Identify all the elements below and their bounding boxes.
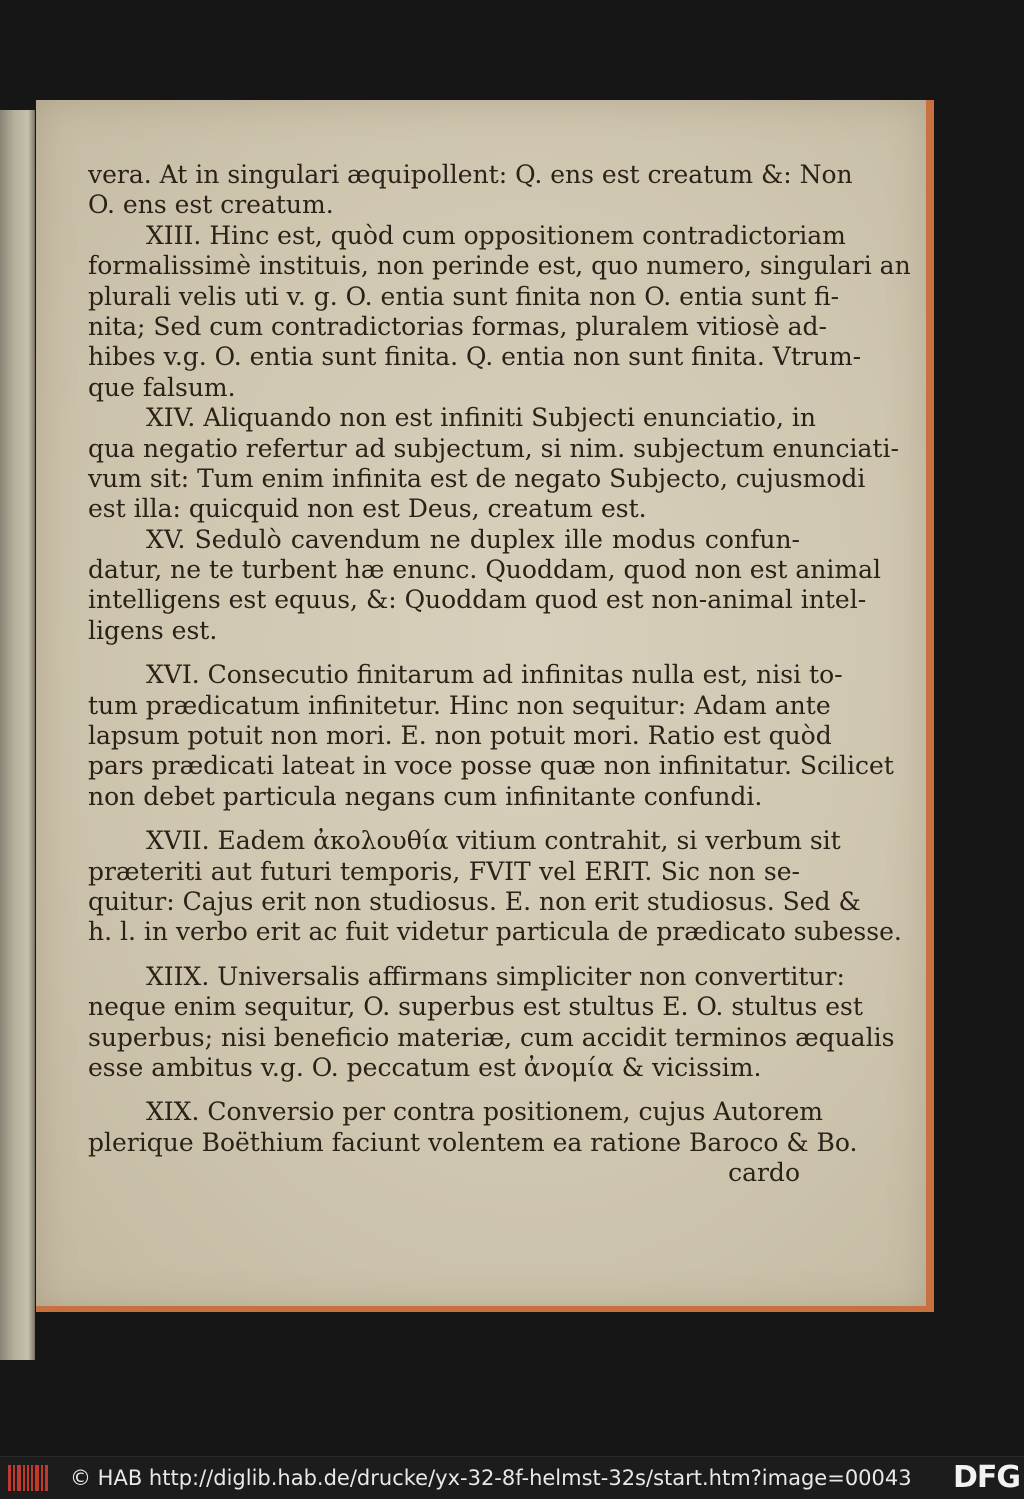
- section-heading-xvi: XVI. Consecutio finitarum ad infinitas nulla est, nisi to-: [146, 660, 843, 690]
- text-line: intelligens est equus, &: Quoddam quod est non-animal intel-: [88, 585, 867, 615]
- paragraph-gap: [88, 646, 800, 660]
- text-line: plerique Boëthium faciunt volentem ea ratione Baroco & Bo.: [88, 1127, 858, 1157]
- text-line: h. l. in verbo erit ac fuit videtur particula de prædicato subesse.: [88, 917, 902, 947]
- text-line: est illa: quicquid non est Deus, creatum est.: [88, 494, 647, 524]
- section-heading-xv: XV. Sedulò cavendum ne duplex ille modus confun-: [146, 524, 800, 554]
- text-line: præteriti aut futuri temporis, FVIT vel ERIT. Sic non se-: [88, 856, 800, 886]
- paragraph-gap: [88, 812, 800, 826]
- source-url[interactable]: © HAB http://diglib.hab.de/drucke/yx-32-8f-helmst-32s/start.htm?image=00043: [70, 1466, 912, 1490]
- text-line: O. ens est creatum.: [88, 190, 334, 220]
- text-line: pars prædicati lateat in voce posse quæ non infinitatur. Scilicet: [88, 751, 894, 781]
- page-gutter-shadow: [28, 110, 34, 1360]
- section-heading-xiix: XIIX. Universalis affirmans simpliciter non convertitur:: [146, 961, 845, 991]
- text-line: hibes v.g. O. entia sunt finita. Q. entia non sunt finita. Vtrum-: [88, 342, 862, 372]
- page-text: [88, 160, 911, 1189]
- text-line: non debet particula negans cum infinitante confundi.: [88, 781, 763, 811]
- text-line: tum prædicatum infinitetur. Hinc non sequitur: Adam ante: [88, 690, 831, 720]
- section-heading-xiii: XIII. Hinc est, quòd cum oppositionem contradictoriam: [146, 220, 846, 250]
- text-line: plurali velis uti v. g. O. entia sunt finita non O. entia sunt fi-: [88, 281, 840, 311]
- text-line: que falsum.: [88, 372, 236, 402]
- paragraph-gap: [88, 948, 800, 962]
- text-line: vera. At in singulari æquipollent: Q. ens est creatum &: Non: [88, 160, 853, 189]
- paragraph-gap: [88, 1083, 800, 1097]
- section-heading-xix: XIX. Conversio per contra positionem, cujus Autorem: [146, 1097, 823, 1127]
- text-line: ligens est.: [88, 615, 218, 645]
- text-line: quitur: Cajus erit non studiosus. E. non erit studiosus. Sed &: [88, 886, 861, 916]
- text-line: neque enim sequitur, O. superbus est stultus E. O. stultus est: [88, 992, 863, 1022]
- text-line: qua negatio refertur ad subjectum, si nim. subjectum enunciati-: [88, 433, 899, 463]
- text-line: vum sit: Tum enim infinita est de negato Subjecto, cujusmodi: [88, 463, 866, 493]
- text-line: formalissimè instituis, non perinde est, quo numero, singulari an: [88, 251, 911, 281]
- catchword: cardo: [728, 1158, 800, 1188]
- barcode-icon: [8, 1465, 48, 1491]
- text-line: lapsum potuit non mori. E. non potuit mori. Ratio est quòd: [88, 721, 832, 751]
- viewer-footer: [0, 1456, 1024, 1499]
- previous-page-edge: [0, 110, 35, 1360]
- text-line: datur, ne te turbent hæ enunc. Quoddam, quod non est animal: [88, 555, 882, 585]
- text-line: esse ambitus v.g. O. peccatum est ἀνομία & vicissim.: [88, 1052, 762, 1082]
- text-line: nita; Sed cum contradictorias formas, pluralem vitiosè ad-: [88, 311, 827, 341]
- section-heading-xiv: XIV. Aliquando non est infiniti Subjecti enunciatio, in: [146, 403, 816, 433]
- text-line: superbus; nisi beneficio materiæ, cum accidit terminos æqualis: [88, 1022, 895, 1052]
- section-heading-xvii: XVII. Eadem ἀκολουθία vitium contrahit, si verbum sit: [146, 826, 841, 856]
- page-red-edge-bottom: [36, 1306, 934, 1312]
- dfg-logo: DFG: [952, 1460, 1020, 1495]
- page-red-edge-right: [926, 100, 934, 1312]
